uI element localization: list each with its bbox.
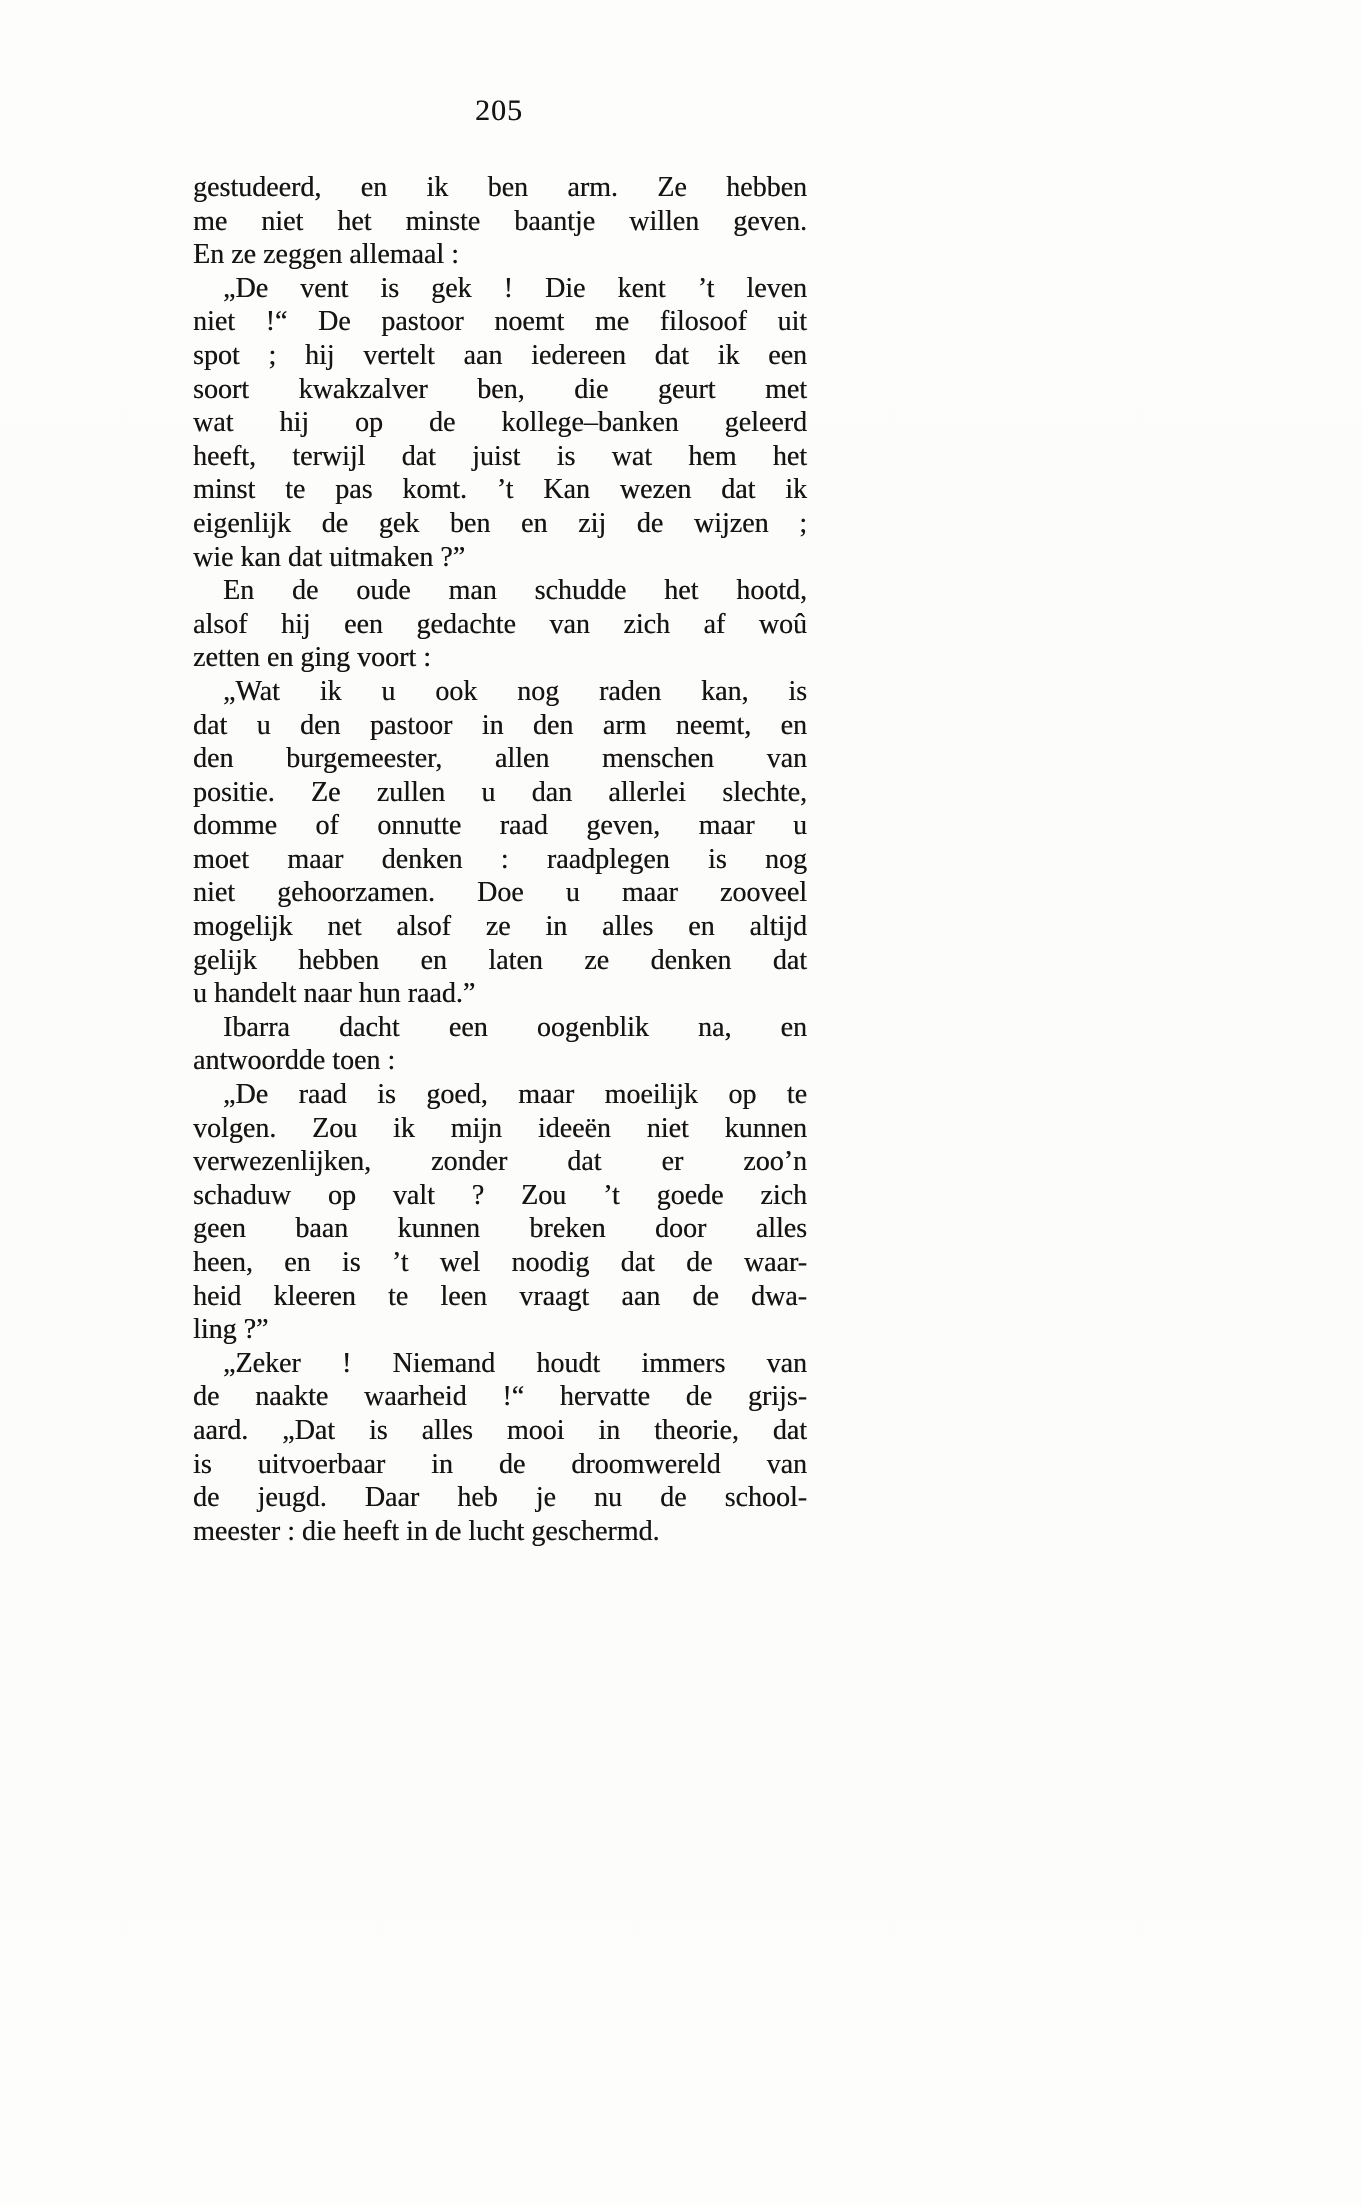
page-number: 205: [475, 94, 523, 127]
text-line: is uitvoerbaar in de droomwereld van: [193, 1448, 807, 1480]
text-line: domme of onnutte raad geven, maar u: [193, 810, 807, 842]
text-line: wie kan dat uitmaken ?”: [193, 541, 466, 573]
text-line: verwezenlijken, zonder dat er zoo’n: [193, 1146, 807, 1178]
text-line: antwoordde toen :: [193, 1045, 396, 1077]
text-line: gestudeerd, en ik ben arm. Ze hebben: [193, 172, 807, 203]
text-line: „Wat ik u ook nog raden kan, is: [223, 675, 807, 707]
text-line: En de oude man schudde het hootd,: [223, 575, 807, 607]
text-line: positie. Ze zullen u dan allerlei slechte,: [193, 776, 807, 808]
text-line: „De raad is goed, maar moeilijk op te: [223, 1079, 807, 1111]
text-line: u handelt naar hun raad.”: [193, 978, 476, 1010]
text-block: [193, 171, 807, 1548]
text-line: „De vent is gek ! Die kent ’t leven: [223, 272, 807, 304]
text-line: „Zeker ! Niemand houdt immers van: [223, 1347, 807, 1379]
text-line: ling ?”: [193, 1314, 269, 1346]
text-line: mogelijk net alsof ze in alles en altijd: [193, 911, 807, 943]
text-line: gelijk hebben en laten ze denken dat: [193, 944, 807, 976]
text-line: spot ; hij vertelt aan iedereen dat ik een: [193, 339, 807, 371]
text-line: alsof hij een gedachte van zich af woû: [193, 608, 807, 640]
text-line: me niet het minste baantje willen geven.: [193, 205, 807, 237]
text-line: geen baan kunnen breken door alles: [193, 1213, 807, 1245]
text-line: moet maar denken : raadplegen is nog: [193, 843, 807, 875]
text-line: soort kwakzalver ben, die geurt met: [193, 373, 807, 405]
text-line: eigenlijk de gek ben en zij de wijzen ;: [193, 507, 807, 539]
text-line: heid kleeren te leen vraagt aan de dwa-: [193, 1280, 807, 1312]
text-line: aard. „Dat is alles mooi in theorie, dat: [193, 1414, 807, 1446]
text-line: En ze zeggen allemaal :: [193, 239, 459, 271]
text-line: den burgemeester, allen menschen van: [193, 743, 807, 775]
text-line: wat hij op de kollege–banken geleerd: [193, 407, 807, 439]
text-line: Ibarra dacht een oogenblik na, en: [223, 1011, 807, 1043]
text-line: zetten en ging voort :: [193, 642, 431, 674]
text-line: meester : die heeft in de lucht geschermd.: [193, 1515, 660, 1547]
text-line: minst te pas komt. ’t Kan wezen dat ik: [193, 474, 807, 506]
text-line: dat u den pastoor in den arm neemt, en: [193, 709, 807, 741]
text-line: volgen. Zou ik mijn ideeën niet kunnen: [193, 1112, 807, 1144]
text-line: heen, en is ’t wel noodig dat de waar-: [193, 1247, 807, 1278]
text-line: de jeugd. Daar heb je nu de school-: [193, 1482, 807, 1514]
text-line: heeft, terwijl dat juist is wat hem het: [193, 440, 807, 472]
text-line: schaduw op valt ? Zou ’t goede zich: [193, 1179, 807, 1211]
text-line: niet gehoorzamen. Doe u maar zooveel: [193, 877, 807, 909]
text-line: de naakte waarheid !“ hervatte de grijs-: [193, 1381, 807, 1413]
text-line: niet !“ De pastoor noemt me filosoof uit: [193, 306, 807, 338]
